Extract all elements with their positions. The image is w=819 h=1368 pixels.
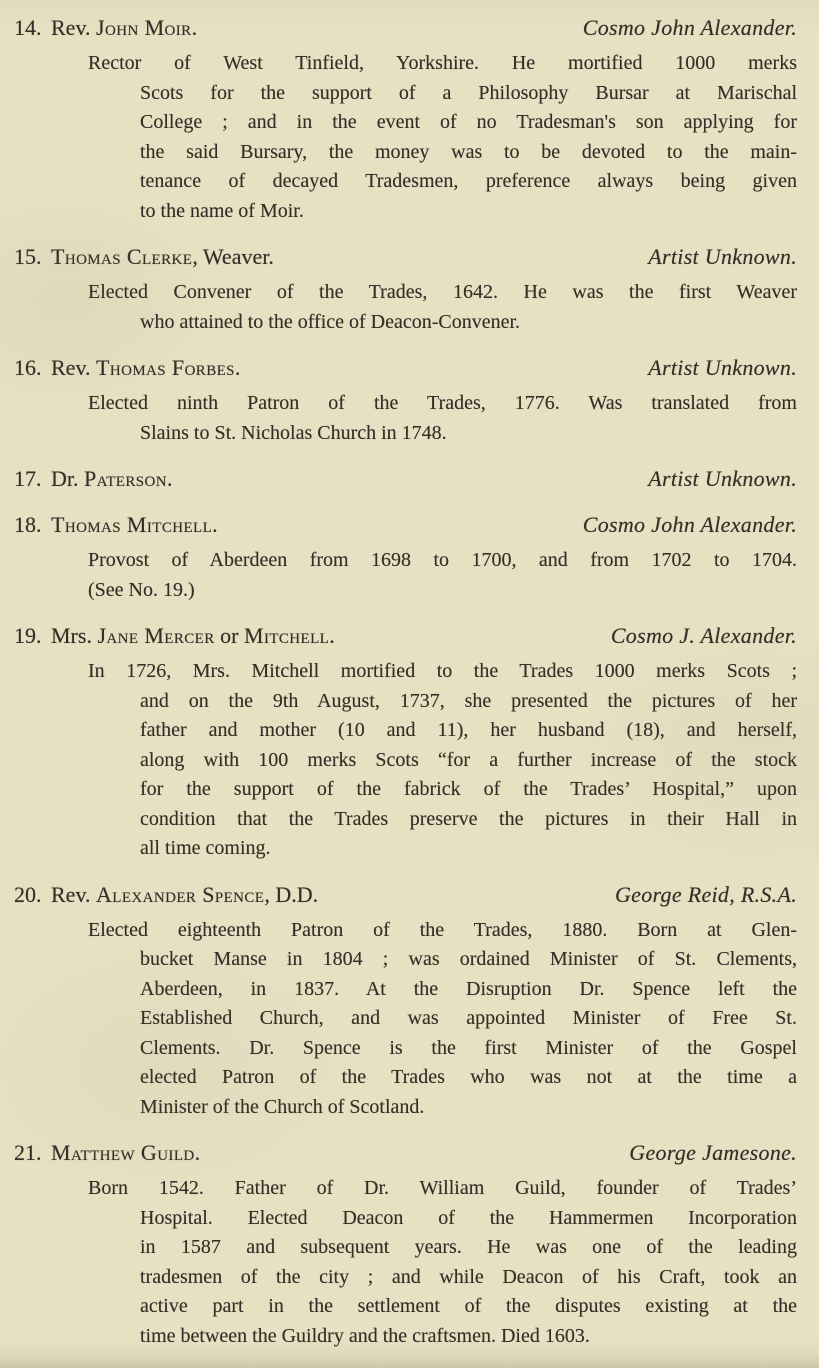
body-line: Aberdeen, in 1837. At the Disruption Dr. Spence left the	[140, 977, 797, 1000]
body-line: along with 100 merks Scots “for a further increase of the stock	[140, 748, 797, 771]
entry-body	[88, 546, 797, 605]
body-line: Provost of Aberdeen from 1698 to 1700, and from 1702 to 1704.	[88, 549, 797, 571]
entry-body	[88, 389, 797, 448]
catalog-entry	[14, 13, 797, 226]
entry-paragraph	[88, 576, 797, 606]
entry-number: 19.	[14, 623, 42, 648]
entry-artist: Artist Unknown.	[648, 466, 797, 491]
entry-body	[88, 49, 797, 226]
body-line: elected Patron of the Trades who was not at the time a	[140, 1066, 797, 1088]
entry-artist: George Reid, R.S.A.	[614, 881, 797, 907]
body-line: Born 1542. Father of Dr. William Guild, founder of Trades’	[88, 1177, 797, 1199]
entry-number: 16.	[14, 355, 42, 380]
body-line: tenance of decayed Tradesmen, preference always being given	[140, 170, 797, 192]
entry-heading	[14, 13, 797, 43]
body-line: Clements. Dr. Spence is the first Minister of the Gospel	[140, 1036, 797, 1059]
entry-body	[88, 1174, 797, 1351]
entry-paragraph	[88, 546, 797, 576]
entry-artist: Artist Unknown.	[648, 355, 797, 380]
body-line: Elected ninth Patron of the Trades, 1776. Was translated from	[88, 392, 797, 414]
body-line: Slains to St. Nicholas Church in 1748.	[140, 421, 447, 444]
entry-heading	[14, 353, 797, 383]
entry-paragraph	[88, 1174, 797, 1351]
entry-artist: Cosmo John Alexander.	[582, 512, 797, 537]
body-line: College ; and in the event of no Tradesman's son applying for	[140, 111, 797, 133]
entry-artist: George Jamesone.	[629, 1140, 797, 1165]
entry-title	[51, 510, 218, 540]
entry-name: Thomas Forbes.	[96, 355, 241, 380]
body-line: active part in the settlement of the disputes existing at the	[140, 1295, 797, 1317]
entry-name: John Moir.	[96, 15, 198, 40]
body-line: all time coming.	[140, 837, 271, 859]
entry-heading	[14, 510, 797, 540]
entry-body	[88, 278, 797, 337]
entry-number: 21.	[14, 1140, 42, 1165]
entry-title-text: Rev.	[51, 881, 97, 907]
catalog-entry	[14, 880, 797, 1123]
body-line: who attained to the office of Deacon-Convener.	[140, 310, 521, 333]
entry-name: Mitchell.	[243, 623, 336, 648]
entry-paragraph	[88, 49, 797, 226]
entry-number: 17.	[14, 466, 42, 491]
entry-body	[88, 916, 797, 1123]
entry-heading	[14, 880, 797, 910]
entry-artist: Cosmo John Alexander.	[582, 15, 797, 40]
entry-heading	[14, 621, 797, 651]
entry-name: Paterson.	[84, 466, 173, 491]
entry-title-text: Rev.	[51, 15, 97, 40]
entry-title-text: Mrs.	[51, 623, 98, 648]
entry-title-text: or	[214, 623, 244, 648]
entry-number: 14.	[14, 15, 42, 40]
body-line: for the support of the fabrick of the Trades’ Hospital,” upon	[140, 778, 797, 800]
body-line: father and mother (10 and 11), her husband (18), and herself,	[140, 719, 797, 741]
body-line: condition that the Trades preserve the pictures in their Hall in	[140, 807, 797, 830]
body-line: Elected Convener of the Trades, 1642. He was the first Weaver	[88, 281, 797, 303]
body-line: tradesmen of the city ; and while Deacon of his Craft, took an	[140, 1265, 797, 1288]
entry-title-text: Rev.	[51, 355, 97, 380]
body-line: (See No. 19.)	[88, 578, 195, 601]
body-line: Scots for the support of a Philosophy Bursar at Marischal	[140, 81, 797, 104]
body-line: Established Church, and was appointed Minister of Free St.	[140, 1007, 797, 1029]
entry-heading	[14, 1138, 797, 1168]
entry-name: Jane Mercer	[97, 623, 215, 648]
body-line: Hospital. Elected Deacon of the Hammermen Incorporation	[140, 1206, 797, 1229]
entry-title	[51, 880, 318, 910]
entry-paragraph	[88, 916, 797, 1123]
body-line: and on the 9th August, 1737, she presented the pictures of her	[140, 689, 797, 712]
body-line: Rector of West Tinfield, Yorkshire. He mortified 1000 merks	[88, 52, 797, 74]
body-line: Minister of the Church of Scotland.	[140, 1095, 425, 1118]
entry-name: Alexander Spence	[96, 881, 265, 907]
entry-title	[51, 464, 173, 494]
entry-title-text: , Weaver.	[192, 244, 274, 269]
catalog-entry	[14, 242, 797, 337]
entry-title-text: , D.D.	[264, 881, 319, 907]
entry-title	[51, 13, 197, 43]
body-line: in 1587 and subsequent years. He was one of the leading	[140, 1236, 797, 1258]
catalog-entry	[14, 464, 797, 494]
entry-paragraph	[88, 657, 797, 864]
entry-paragraph	[88, 389, 797, 448]
catalog-entry	[14, 510, 797, 605]
entry-title	[51, 242, 274, 272]
body-line: In 1726, Mrs. Mitchell mortified to the Trades 1000 merks Scots ;	[88, 660, 797, 682]
entry-title	[51, 621, 335, 651]
entry-title-text: Dr.	[51, 466, 84, 491]
catalog-entry	[14, 353, 797, 448]
body-line: time between the Guildry and the craftsmen. Died 1603.	[140, 1324, 590, 1347]
entry-name: Thomas Mitchell.	[51, 512, 219, 537]
entry-heading	[14, 464, 797, 494]
entry-name: Matthew Guild.	[51, 1140, 201, 1165]
entry-body	[88, 657, 797, 864]
body-line: to the name of Moir.	[140, 199, 304, 222]
entry-number: 20.	[14, 881, 42, 907]
entry-number: 18.	[14, 512, 42, 537]
entry-artist: Artist Unknown.	[648, 244, 797, 269]
body-line: Elected eighteenth Patron of the Trades, 1880. Born at Glen-	[88, 918, 797, 941]
catalog-entry	[14, 621, 797, 864]
body-line: the said Bursary, the money was to be devoted to the main-	[140, 140, 797, 163]
entry-artist: Cosmo J. Alexander.	[610, 623, 797, 648]
entry-title	[51, 1138, 201, 1168]
entry-number: 15.	[14, 244, 42, 269]
entry-name: Thomas Clerke	[51, 244, 193, 269]
entry-title	[51, 353, 241, 383]
catalog-entry	[14, 1138, 797, 1351]
body-line: bucket Manse in 1804 ; was ordained Minister of St. Clements,	[140, 948, 797, 970]
entry-heading	[14, 242, 797, 272]
entry-paragraph	[88, 278, 797, 337]
